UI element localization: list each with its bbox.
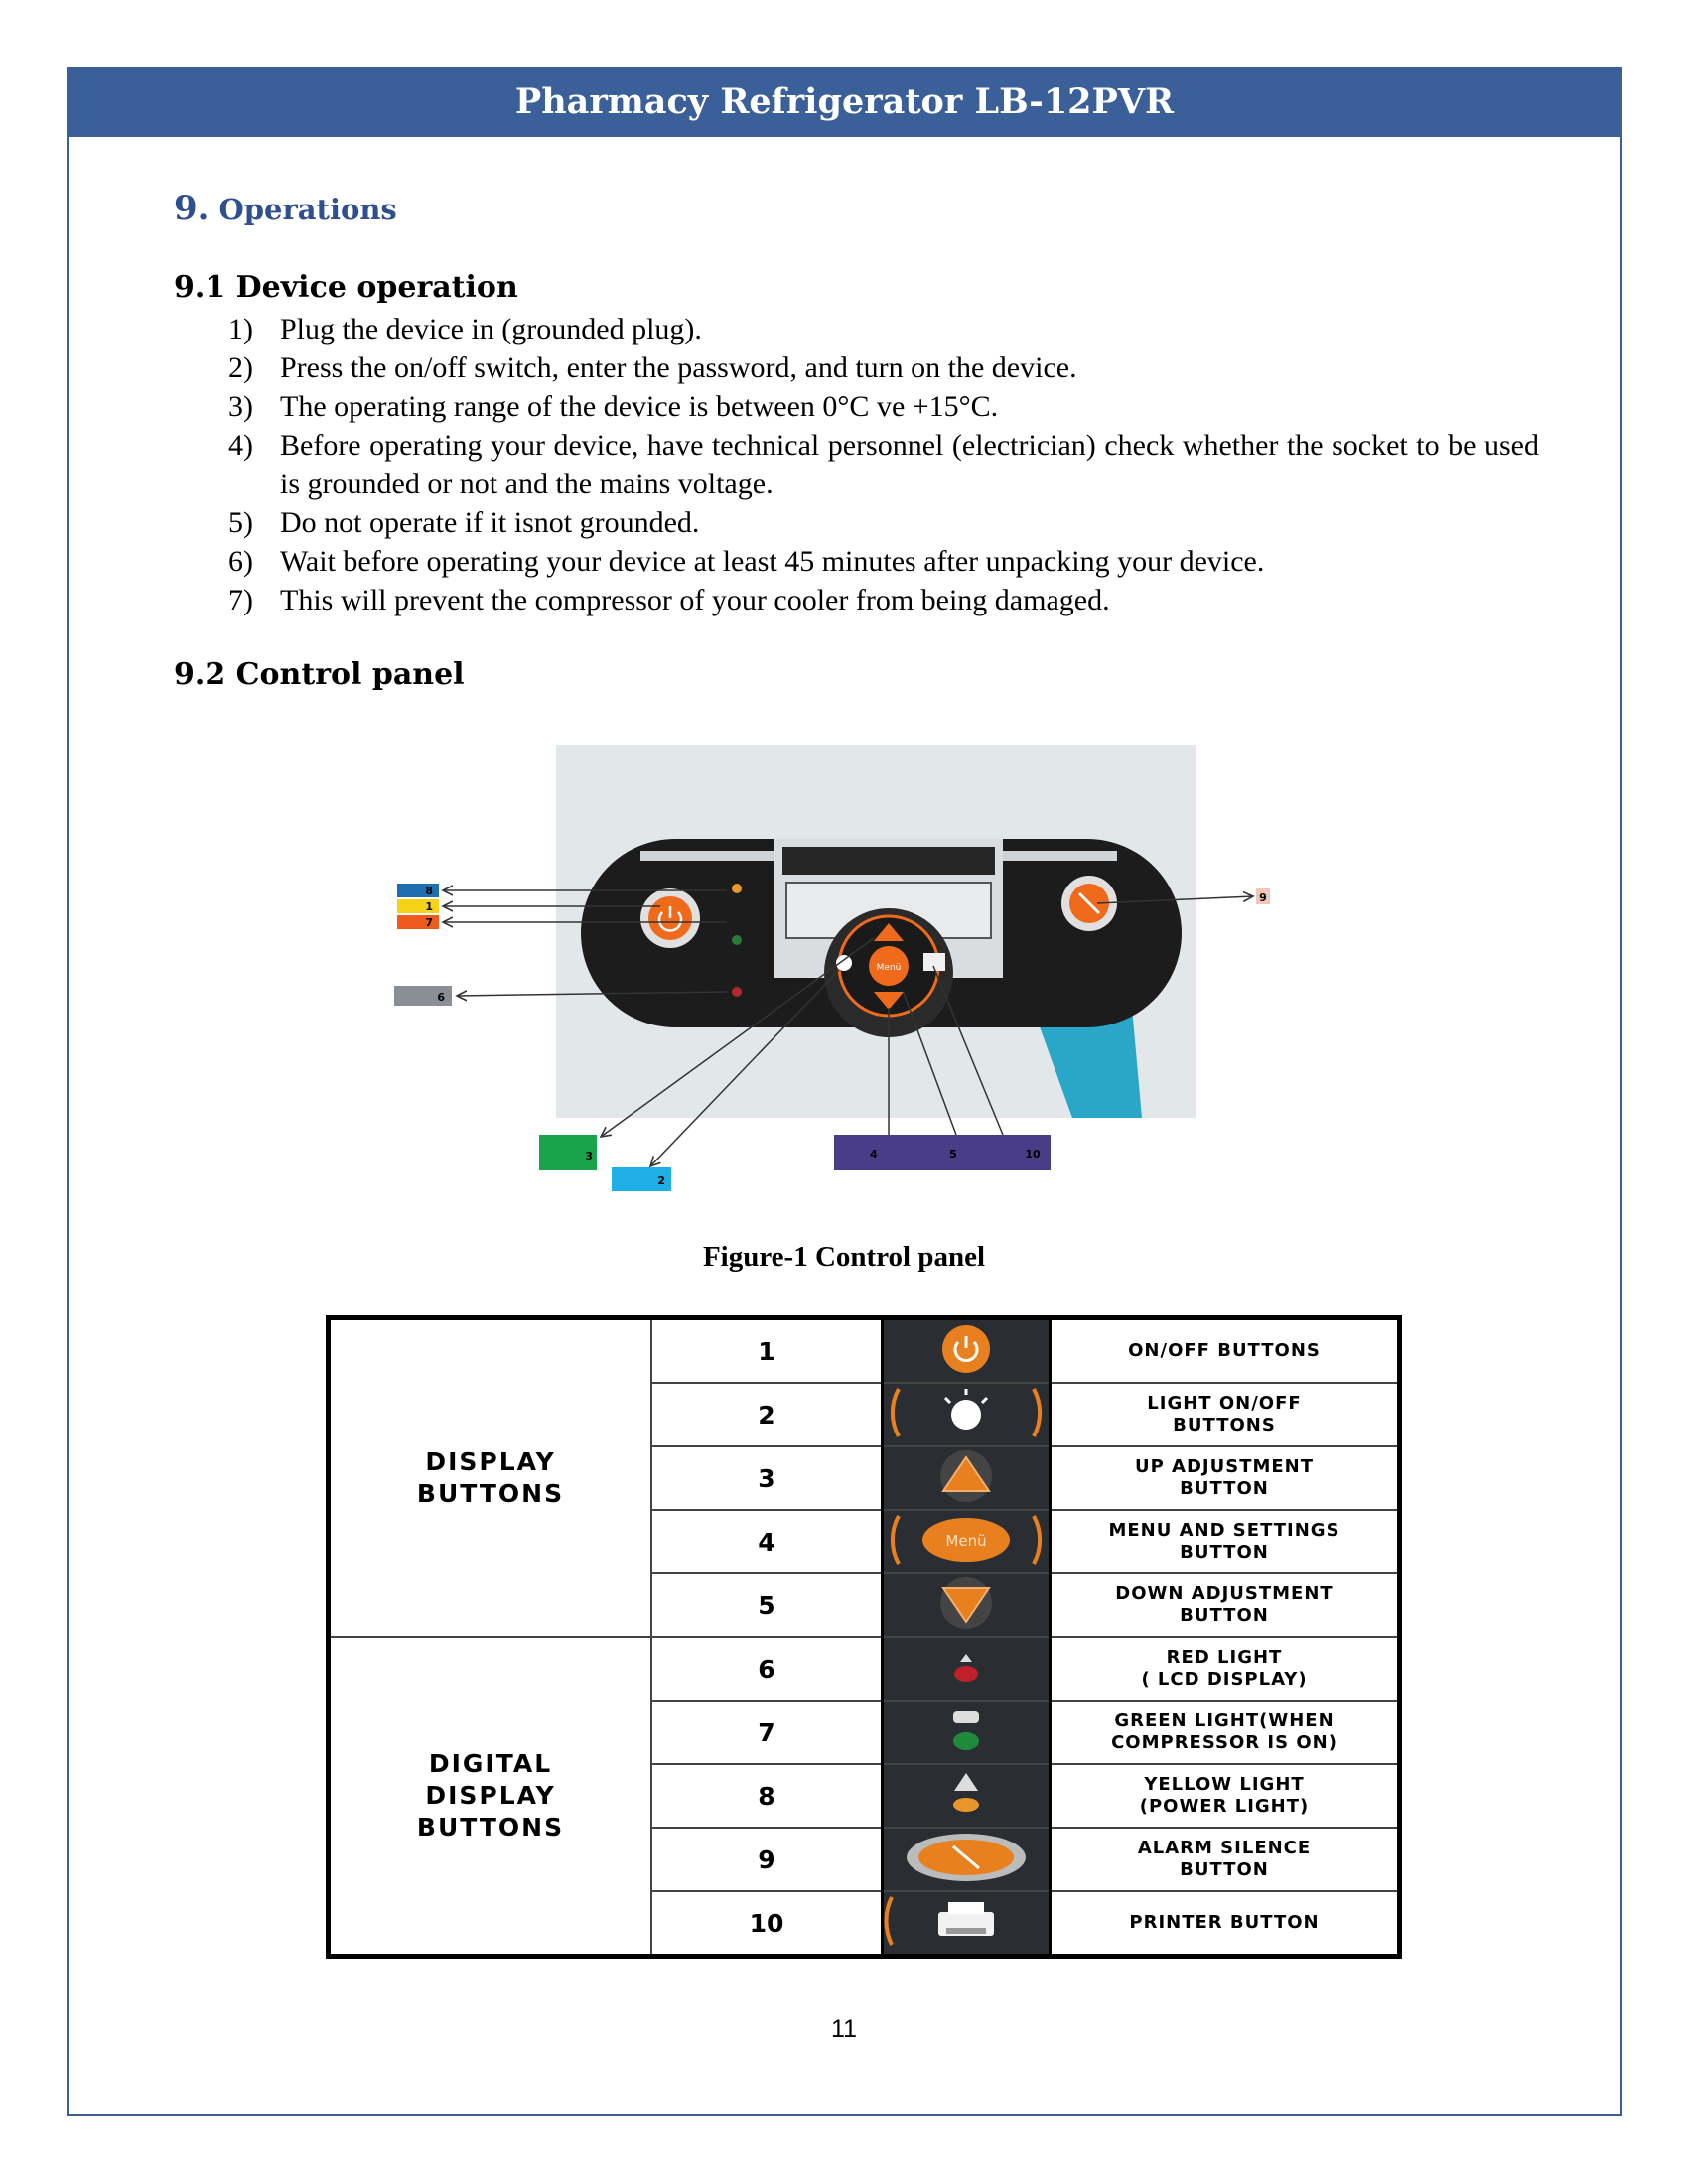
list-item: 3) The operating range of the device is between 0°C ve +15°C.: [228, 390, 999, 423]
list-item: 2) Press the on/off switch, enter the password, and turn on the device.: [228, 351, 1077, 384]
red-light-icon: [732, 987, 742, 997]
callout-label: 3: [585, 1150, 593, 1162]
group-display-buttons: DISPLAY BUTTONS: [329, 1318, 652, 1638]
light-bulb-icon: [883, 1383, 1051, 1446]
green-light-icon: [732, 935, 742, 945]
list-item: 4) Before operating your device, have technical personnel (electrician) check whether the socket to be used is grounded or not and the mains voltage.: [228, 429, 1539, 500]
group-digital-display-buttons: DIGITAL DISPLAY BUTTONS: [329, 1637, 652, 1957]
row-number: 7: [651, 1701, 883, 1764]
row-description: ALARM SILENCE BUTTON: [1051, 1828, 1400, 1891]
row-number: 6: [651, 1637, 883, 1701]
row-description: MENU AND SETTINGS BUTTON: [1051, 1510, 1400, 1573]
section-title: Operations: [218, 193, 397, 226]
row-number: 1: [651, 1318, 883, 1384]
row-description: LIGHT ON/OFF BUTTONS: [1051, 1383, 1400, 1446]
row-description: RED LIGHT ( LCD DISPLAY): [1051, 1637, 1400, 1701]
row-number: 3: [651, 1446, 883, 1510]
yellow-light-icon: [732, 884, 742, 893]
red-light-icon: [883, 1637, 1051, 1701]
callout-label: 9: [1259, 891, 1267, 904]
device-operation-steps: [228, 310, 1539, 619]
menu-label: Menü: [876, 963, 902, 973]
row-number: 10: [651, 1891, 883, 1957]
callout-label: 6: [437, 991, 445, 1004]
callout-label: 4: [870, 1148, 878, 1160]
callout-label: 1: [425, 900, 433, 913]
callout-label: 2: [657, 1174, 665, 1187]
row-description: ON/OFF BUTTONS: [1051, 1318, 1400, 1384]
figure-caption: Figure-1 Control panel: [702, 1241, 986, 1273]
callout-box: [834, 1135, 1051, 1170]
green-light-icon: [883, 1701, 1051, 1764]
table-row: [329, 1637, 1400, 1701]
row-number: 2: [651, 1383, 883, 1446]
control-panel-figure: [377, 740, 1311, 1206]
svg-text:Menü: Menü: [945, 1532, 987, 1550]
device-operation-heading: 9.1 Device operation: [174, 270, 518, 305]
row-description: DOWN ADJUSTMENT BUTTON: [1051, 1573, 1400, 1637]
power-button-icon: [883, 1318, 1051, 1384]
row-number: 8: [651, 1764, 883, 1828]
printer-icon: [883, 1891, 1051, 1957]
document-header: Pharmacy Refrigerator LB-12PVR: [67, 67, 1622, 137]
callout-label: 7: [425, 916, 433, 929]
callout-label: 5: [949, 1148, 957, 1160]
callout-label: 8: [425, 885, 433, 897]
control-panel-heading: 9.2 Control panel: [174, 657, 465, 692]
row-number: 9: [651, 1828, 883, 1891]
down-arrow-icon: [883, 1573, 1051, 1637]
yellow-light-icon: [883, 1764, 1051, 1828]
section-number: 9.: [174, 189, 210, 228]
callout-label: 10: [1025, 1148, 1041, 1160]
row-number: 4: [651, 1510, 883, 1573]
alarm-silence-icon: [883, 1828, 1051, 1891]
page-number: 11: [831, 2015, 857, 2043]
row-description: PRINTER BUTTON: [1051, 1891, 1400, 1957]
row-description: YELLOW LIGHT (POWER LIGHT): [1051, 1764, 1400, 1828]
up-arrow-icon: [883, 1446, 1051, 1510]
list-item: 7) This will prevent the compressor of your cooler from being damaged.: [228, 584, 1110, 616]
list-item: 6) Wait before operating your device at least 45 minutes after unpacking your device.: [228, 545, 1265, 578]
button-legend-table: [326, 1315, 1402, 1959]
section-heading: [174, 189, 397, 228]
table-row: [329, 1318, 1400, 1384]
list-item: 5) Do not operate if it isnot grounded.: [228, 506, 700, 539]
list-item: 1) Plug the device in (grounded plug).: [228, 313, 702, 345]
row-description: GREEN LIGHT(WHEN COMPRESSOR IS ON): [1051, 1701, 1400, 1764]
row-number: 5: [651, 1573, 883, 1637]
row-description: UP ADJUSTMENT BUTTON: [1051, 1446, 1400, 1510]
menu-button-icon: [883, 1510, 1051, 1573]
